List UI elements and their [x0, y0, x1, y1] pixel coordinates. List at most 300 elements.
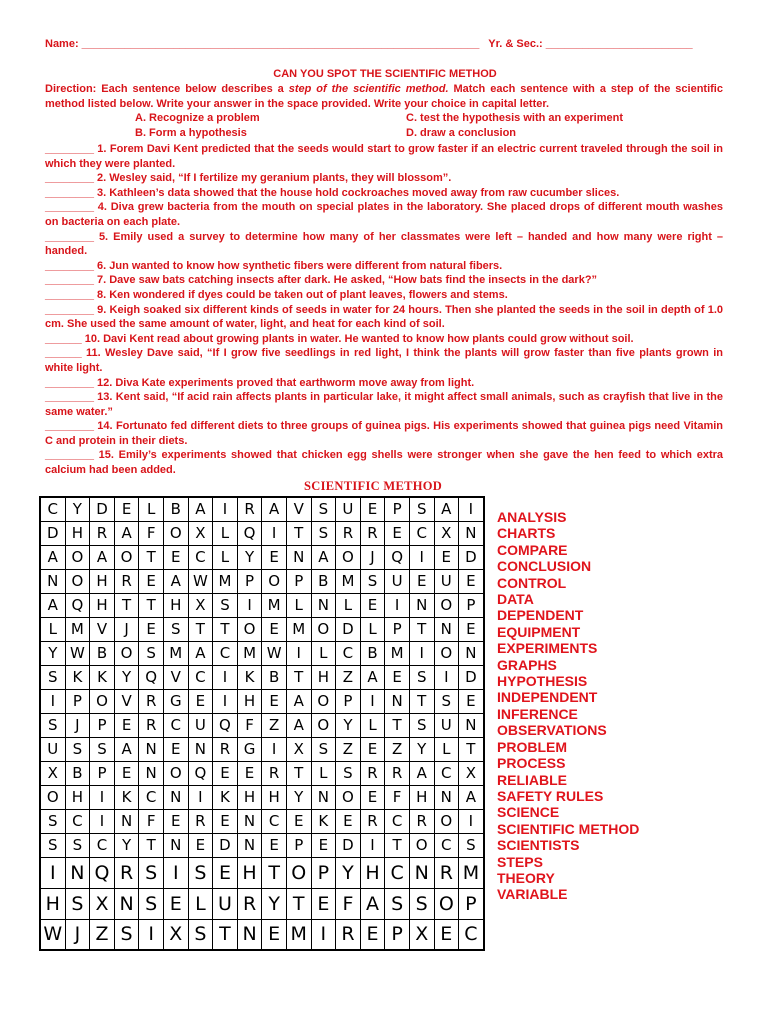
grid-cell[interactable]: Q [90, 857, 115, 888]
grid-cell[interactable]: N [434, 617, 459, 641]
grid-cell[interactable]: Y [262, 888, 287, 919]
grid-cell[interactable]: C [65, 809, 90, 833]
grid-cell[interactable]: E [188, 689, 213, 713]
grid-cell[interactable]: K [114, 785, 139, 809]
grid-cell[interactable]: C [188, 545, 213, 569]
grid-cell[interactable]: I [213, 665, 238, 689]
grid-cell[interactable]: O [311, 713, 336, 737]
grid-cell[interactable]: S [188, 919, 213, 950]
grid-cell[interactable]: I [262, 737, 287, 761]
grid-cell[interactable]: P [459, 888, 484, 919]
grid-cell[interactable]: L [311, 641, 336, 665]
grid-cell[interactable]: N [385, 689, 410, 713]
grid-cell[interactable]: S [360, 569, 385, 593]
grid-cell[interactable]: S [40, 833, 65, 857]
grid-cell[interactable]: Y [336, 713, 361, 737]
grid-cell[interactable]: R [213, 737, 238, 761]
grid-cell[interactable]: C [40, 497, 65, 521]
grid-cell[interactable]: W [188, 569, 213, 593]
grid-cell[interactable]: F [385, 785, 410, 809]
grid-cell[interactable]: S [409, 497, 434, 521]
grid-cell[interactable]: Y [237, 545, 262, 569]
grid-cell[interactable]: V [286, 497, 311, 521]
grid-cell[interactable]: L [311, 761, 336, 785]
grid-cell[interactable]: O [90, 689, 115, 713]
grid-cell[interactable]: E [139, 569, 164, 593]
grid-cell[interactable]: E [459, 617, 484, 641]
grid-cell[interactable]: I [139, 919, 164, 950]
grid-cell[interactable]: Y [286, 785, 311, 809]
grid-cell[interactable]: K [311, 809, 336, 833]
grid-cell[interactable]: S [139, 888, 164, 919]
grid-cell[interactable]: W [65, 641, 90, 665]
grid-cell[interactable]: E [311, 888, 336, 919]
grid-cell[interactable]: I [40, 689, 65, 713]
grid-cell[interactable]: M [286, 919, 311, 950]
grid-cell[interactable]: N [188, 737, 213, 761]
grid-cell[interactable]: S [65, 737, 90, 761]
grid-cell[interactable]: I [90, 809, 115, 833]
grid-cell[interactable]: Q [237, 521, 262, 545]
grid-cell[interactable]: E [360, 497, 385, 521]
grid-cell[interactable]: Q [139, 665, 164, 689]
grid-cell[interactable]: E [163, 737, 188, 761]
grid-cell[interactable]: I [434, 665, 459, 689]
grid-cell[interactable]: E [360, 785, 385, 809]
grid-cell[interactable]: E [213, 809, 238, 833]
grid-cell[interactable]: O [434, 888, 459, 919]
grid-cell[interactable]: S [213, 593, 238, 617]
grid-cell[interactable]: T [409, 617, 434, 641]
grid-cell[interactable]: E [360, 593, 385, 617]
grid-cell[interactable]: T [409, 689, 434, 713]
grid-cell[interactable]: H [237, 857, 262, 888]
grid-cell[interactable]: D [336, 833, 361, 857]
grid-cell[interactable]: N [114, 888, 139, 919]
grid-cell[interactable]: C [139, 785, 164, 809]
grid-cell[interactable]: C [385, 857, 410, 888]
grid-cell[interactable]: D [459, 545, 484, 569]
grid-cell[interactable]: D [459, 665, 484, 689]
grid-cell[interactable]: A [409, 761, 434, 785]
grid-cell[interactable]: X [163, 919, 188, 950]
grid-cell[interactable]: Q [213, 713, 238, 737]
grid-cell[interactable]: U [188, 713, 213, 737]
grid-cell[interactable]: M [65, 617, 90, 641]
grid-cell[interactable]: H [237, 689, 262, 713]
grid-cell[interactable]: T [385, 713, 410, 737]
grid-cell[interactable]: T [385, 833, 410, 857]
grid-cell[interactable]: I [409, 641, 434, 665]
grid-cell[interactable]: B [65, 761, 90, 785]
grid-cell[interactable]: E [114, 761, 139, 785]
grid-cell[interactable]: S [65, 888, 90, 919]
grid-cell[interactable]: R [360, 521, 385, 545]
grid-cell[interactable]: X [434, 521, 459, 545]
grid-cell[interactable]: O [409, 833, 434, 857]
grid-cell[interactable]: R [385, 761, 410, 785]
grid-cell[interactable]: Z [90, 919, 115, 950]
grid-cell[interactable]: X [188, 593, 213, 617]
grid-cell[interactable]: K [90, 665, 115, 689]
grid-cell[interactable]: T [139, 833, 164, 857]
grid-cell[interactable]: X [459, 761, 484, 785]
grid-cell[interactable]: R [336, 919, 361, 950]
grid-cell[interactable]: T [139, 545, 164, 569]
grid-cell[interactable]: E [213, 761, 238, 785]
grid-cell[interactable]: C [336, 641, 361, 665]
grid-cell[interactable]: O [114, 545, 139, 569]
grid-cell[interactable]: E [409, 569, 434, 593]
grid-cell[interactable]: S [336, 761, 361, 785]
grid-cell[interactable]: Y [409, 737, 434, 761]
grid-cell[interactable]: X [90, 888, 115, 919]
grid-cell[interactable]: M [163, 641, 188, 665]
grid-cell[interactable]: S [385, 888, 410, 919]
grid-cell[interactable]: F [139, 521, 164, 545]
grid-cell[interactable]: Q [385, 545, 410, 569]
grid-cell[interactable]: E [163, 809, 188, 833]
grid-cell[interactable]: E [237, 761, 262, 785]
grid-cell[interactable]: O [311, 689, 336, 713]
grid-cell[interactable]: T [114, 593, 139, 617]
grid-cell[interactable]: E [459, 569, 484, 593]
grid-cell[interactable]: A [311, 545, 336, 569]
grid-cell[interactable]: O [336, 545, 361, 569]
grid-cell[interactable]: Y [336, 857, 361, 888]
grid-cell[interactable]: Z [385, 737, 410, 761]
grid-cell[interactable]: N [163, 785, 188, 809]
grid-cell[interactable]: S [459, 833, 484, 857]
grid-cell[interactable]: U [434, 713, 459, 737]
grid-cell[interactable]: P [237, 569, 262, 593]
grid-cell[interactable]: O [163, 521, 188, 545]
grid-cell[interactable]: S [40, 665, 65, 689]
grid-cell[interactable]: A [286, 689, 311, 713]
grid-cell[interactable]: R [237, 497, 262, 521]
grid-cell[interactable]: N [237, 809, 262, 833]
grid-cell[interactable]: C [385, 809, 410, 833]
grid-cell[interactable]: E [360, 919, 385, 950]
grid-cell[interactable]: S [311, 521, 336, 545]
grid-cell[interactable]: E [262, 689, 287, 713]
grid-cell[interactable]: E [434, 919, 459, 950]
grid-cell[interactable]: A [434, 497, 459, 521]
grid-cell[interactable]: O [114, 641, 139, 665]
grid-cell[interactable]: D [90, 497, 115, 521]
grid-cell[interactable]: N [459, 521, 484, 545]
grid-cell[interactable]: M [286, 617, 311, 641]
grid-cell[interactable]: T [139, 593, 164, 617]
grid-cell[interactable]: N [237, 919, 262, 950]
grid-cell[interactable]: A [188, 641, 213, 665]
grid-cell[interactable]: R [114, 857, 139, 888]
grid-cell[interactable]: O [434, 641, 459, 665]
grid-cell[interactable]: N [139, 737, 164, 761]
grid-cell[interactable]: D [40, 521, 65, 545]
grid-cell[interactable]: E [188, 833, 213, 857]
grid-cell[interactable]: E [311, 833, 336, 857]
grid-cell[interactable]: J [65, 713, 90, 737]
grid-cell[interactable]: I [385, 593, 410, 617]
grid-cell[interactable]: P [286, 833, 311, 857]
grid-cell[interactable]: I [40, 857, 65, 888]
grid-cell[interactable]: H [90, 593, 115, 617]
grid-cell[interactable]: I [213, 689, 238, 713]
grid-cell[interactable]: S [188, 857, 213, 888]
grid-cell[interactable]: I [459, 497, 484, 521]
grid-cell[interactable]: H [311, 665, 336, 689]
grid-cell[interactable]: L [213, 545, 238, 569]
grid-cell[interactable]: Y [65, 497, 90, 521]
grid-cell[interactable]: H [262, 785, 287, 809]
grid-cell[interactable]: W [40, 919, 65, 950]
grid-cell[interactable]: R [360, 809, 385, 833]
grid-cell[interactable]: O [286, 857, 311, 888]
grid-cell[interactable]: H [65, 521, 90, 545]
grid-cell[interactable]: B [163, 497, 188, 521]
grid-cell[interactable]: E [262, 833, 287, 857]
grid-cell[interactable]: S [90, 737, 115, 761]
grid-cell[interactable]: N [139, 761, 164, 785]
grid-cell[interactable]: Z [262, 713, 287, 737]
grid-cell[interactable]: A [163, 569, 188, 593]
grid-cell[interactable]: H [360, 857, 385, 888]
grid-cell[interactable]: R [336, 521, 361, 545]
grid-cell[interactable]: R [409, 809, 434, 833]
grid-cell[interactable]: H [65, 785, 90, 809]
grid-cell[interactable]: C [434, 833, 459, 857]
grid-cell[interactable]: J [360, 545, 385, 569]
grid-cell[interactable]: E [114, 497, 139, 521]
grid-cell[interactable]: C [90, 833, 115, 857]
grid-cell[interactable]: D [336, 617, 361, 641]
grid-cell[interactable]: I [90, 785, 115, 809]
grid-cell[interactable]: C [459, 919, 484, 950]
grid-cell[interactable]: N [114, 809, 139, 833]
grid-cell[interactable]: M [213, 569, 238, 593]
grid-cell[interactable]: O [40, 785, 65, 809]
grid-cell[interactable]: O [65, 545, 90, 569]
grid-cell[interactable]: P [385, 617, 410, 641]
grid-cell[interactable]: L [434, 737, 459, 761]
grid-cell[interactable]: B [90, 641, 115, 665]
grid-cell[interactable]: E [163, 888, 188, 919]
grid-cell[interactable]: J [114, 617, 139, 641]
grid-cell[interactable]: N [65, 857, 90, 888]
grid-cell[interactable]: B [360, 641, 385, 665]
grid-cell[interactable]: L [139, 497, 164, 521]
grid-cell[interactable]: E [262, 617, 287, 641]
grid-cell[interactable]: T [213, 617, 238, 641]
grid-cell[interactable]: H [90, 569, 115, 593]
grid-cell[interactable]: A [459, 785, 484, 809]
grid-cell[interactable]: M [459, 857, 484, 888]
grid-cell[interactable]: M [336, 569, 361, 593]
grid-cell[interactable]: Y [114, 665, 139, 689]
grid-cell[interactable]: P [65, 689, 90, 713]
grid-cell[interactable]: O [311, 617, 336, 641]
grid-cell[interactable]: I [213, 497, 238, 521]
grid-cell[interactable]: I [188, 785, 213, 809]
grid-cell[interactable]: H [409, 785, 434, 809]
grid-cell[interactable]: H [40, 888, 65, 919]
grid-cell[interactable]: E [262, 919, 287, 950]
grid-cell[interactable]: P [385, 497, 410, 521]
grid-cell[interactable]: A [286, 713, 311, 737]
grid-cell[interactable]: U [213, 888, 238, 919]
grid-cell[interactable]: N [434, 785, 459, 809]
grid-cell[interactable]: I [360, 833, 385, 857]
grid-cell[interactable]: C [262, 809, 287, 833]
grid-cell[interactable]: A [262, 497, 287, 521]
grid-cell[interactable]: T [286, 761, 311, 785]
grid-cell[interactable]: R [188, 809, 213, 833]
grid-cell[interactable]: N [237, 833, 262, 857]
grid-cell[interactable]: R [434, 857, 459, 888]
grid-cell[interactable]: E [114, 713, 139, 737]
grid-cell[interactable]: E [459, 689, 484, 713]
grid-cell[interactable]: L [360, 617, 385, 641]
grid-cell[interactable]: R [90, 521, 115, 545]
grid-cell[interactable]: A [90, 545, 115, 569]
grid-cell[interactable]: S [311, 497, 336, 521]
grid-cell[interactable]: N [409, 593, 434, 617]
grid-cell[interactable]: E [286, 809, 311, 833]
grid-cell[interactable]: S [40, 713, 65, 737]
grid-cell[interactable]: R [237, 888, 262, 919]
grid-cell[interactable]: S [114, 919, 139, 950]
grid-cell[interactable]: G [237, 737, 262, 761]
grid-cell[interactable]: R [139, 689, 164, 713]
grid-cell[interactable]: T [459, 737, 484, 761]
grid-cell[interactable]: S [65, 833, 90, 857]
grid-cell[interactable]: R [139, 713, 164, 737]
grid-cell[interactable]: W [262, 641, 287, 665]
grid-cell[interactable]: G [163, 689, 188, 713]
grid-cell[interactable]: V [114, 689, 139, 713]
grid-cell[interactable]: X [286, 737, 311, 761]
grid-cell[interactable]: F [336, 888, 361, 919]
grid-cell[interactable]: H [237, 785, 262, 809]
grid-cell[interactable]: T [286, 888, 311, 919]
grid-cell[interactable]: U [40, 737, 65, 761]
grid-cell[interactable]: C [188, 665, 213, 689]
grid-cell[interactable]: E [434, 545, 459, 569]
grid-cell[interactable]: P [286, 569, 311, 593]
grid-cell[interactable]: E [385, 521, 410, 545]
grid-cell[interactable]: A [188, 497, 213, 521]
grid-cell[interactable]: P [459, 593, 484, 617]
grid-cell[interactable]: Z [336, 665, 361, 689]
grid-cell[interactable]: P [90, 761, 115, 785]
grid-cell[interactable]: C [163, 713, 188, 737]
grid-cell[interactable]: I [262, 521, 287, 545]
grid-cell[interactable]: C [409, 521, 434, 545]
grid-cell[interactable]: I [360, 689, 385, 713]
grid-cell[interactable]: O [163, 761, 188, 785]
grid-cell[interactable]: O [434, 809, 459, 833]
grid-cell[interactable]: V [163, 665, 188, 689]
grid-cell[interactable]: M [385, 641, 410, 665]
grid-cell[interactable]: I [459, 809, 484, 833]
grid-cell[interactable]: H [163, 593, 188, 617]
grid-cell[interactable]: I [286, 641, 311, 665]
grid-cell[interactable]: L [213, 521, 238, 545]
grid-cell[interactable]: A [40, 545, 65, 569]
grid-cell[interactable]: B [262, 665, 287, 689]
grid-cell[interactable]: K [65, 665, 90, 689]
grid-cell[interactable]: N [286, 545, 311, 569]
grid-cell[interactable]: N [459, 641, 484, 665]
grid-cell[interactable]: X [409, 919, 434, 950]
grid-cell[interactable]: T [286, 521, 311, 545]
grid-cell[interactable]: I [237, 593, 262, 617]
grid-cell[interactable]: R [360, 761, 385, 785]
grid-cell[interactable]: O [262, 569, 287, 593]
grid-cell[interactable]: A [114, 737, 139, 761]
grid-cell[interactable]: R [114, 569, 139, 593]
grid-cell[interactable]: P [336, 689, 361, 713]
grid-cell[interactable]: P [90, 713, 115, 737]
grid-cell[interactable]: S [434, 689, 459, 713]
grid-cell[interactable]: L [360, 713, 385, 737]
grid-cell[interactable]: E [262, 545, 287, 569]
grid-cell[interactable]: B [311, 569, 336, 593]
grid-cell[interactable]: T [286, 665, 311, 689]
grid-cell[interactable]: Q [65, 593, 90, 617]
grid-cell[interactable]: N [311, 785, 336, 809]
grid-cell[interactable]: E [385, 665, 410, 689]
grid-cell[interactable]: Q [188, 761, 213, 785]
grid-cell[interactable]: T [188, 617, 213, 641]
grid-cell[interactable]: S [139, 857, 164, 888]
grid-cell[interactable]: N [40, 569, 65, 593]
grid-cell[interactable]: C [434, 761, 459, 785]
grid-cell[interactable]: A [40, 593, 65, 617]
grid-cell[interactable]: K [237, 665, 262, 689]
grid-cell[interactable]: A [114, 521, 139, 545]
grid-cell[interactable]: T [262, 857, 287, 888]
grid-cell[interactable]: S [409, 888, 434, 919]
grid-cell[interactable]: L [286, 593, 311, 617]
grid-cell[interactable]: L [336, 593, 361, 617]
grid-cell[interactable]: S [409, 713, 434, 737]
grid-cell[interactable]: P [385, 919, 410, 950]
grid-cell[interactable]: N [163, 833, 188, 857]
grid-cell[interactable]: A [360, 665, 385, 689]
grid-cell[interactable]: E [360, 737, 385, 761]
grid-cell[interactable]: U [434, 569, 459, 593]
grid-cell[interactable]: N [459, 713, 484, 737]
grid-cell[interactable]: S [40, 809, 65, 833]
grid-cell[interactable]: X [40, 761, 65, 785]
grid-cell[interactable]: C [213, 641, 238, 665]
grid-cell[interactable]: Y [114, 833, 139, 857]
grid-cell[interactable]: J [65, 919, 90, 950]
grid-cell[interactable]: N [311, 593, 336, 617]
grid-cell[interactable]: O [336, 785, 361, 809]
grid-cell[interactable]: S [139, 641, 164, 665]
grid-cell[interactable]: E [213, 857, 238, 888]
grid-cell[interactable]: S [311, 737, 336, 761]
grid-cell[interactable]: I [163, 857, 188, 888]
grid-cell[interactable]: O [434, 593, 459, 617]
grid-cell[interactable]: P [311, 857, 336, 888]
grid-cell[interactable]: F [237, 713, 262, 737]
grid-cell[interactable]: E [336, 809, 361, 833]
grid-cell[interactable]: N [409, 857, 434, 888]
